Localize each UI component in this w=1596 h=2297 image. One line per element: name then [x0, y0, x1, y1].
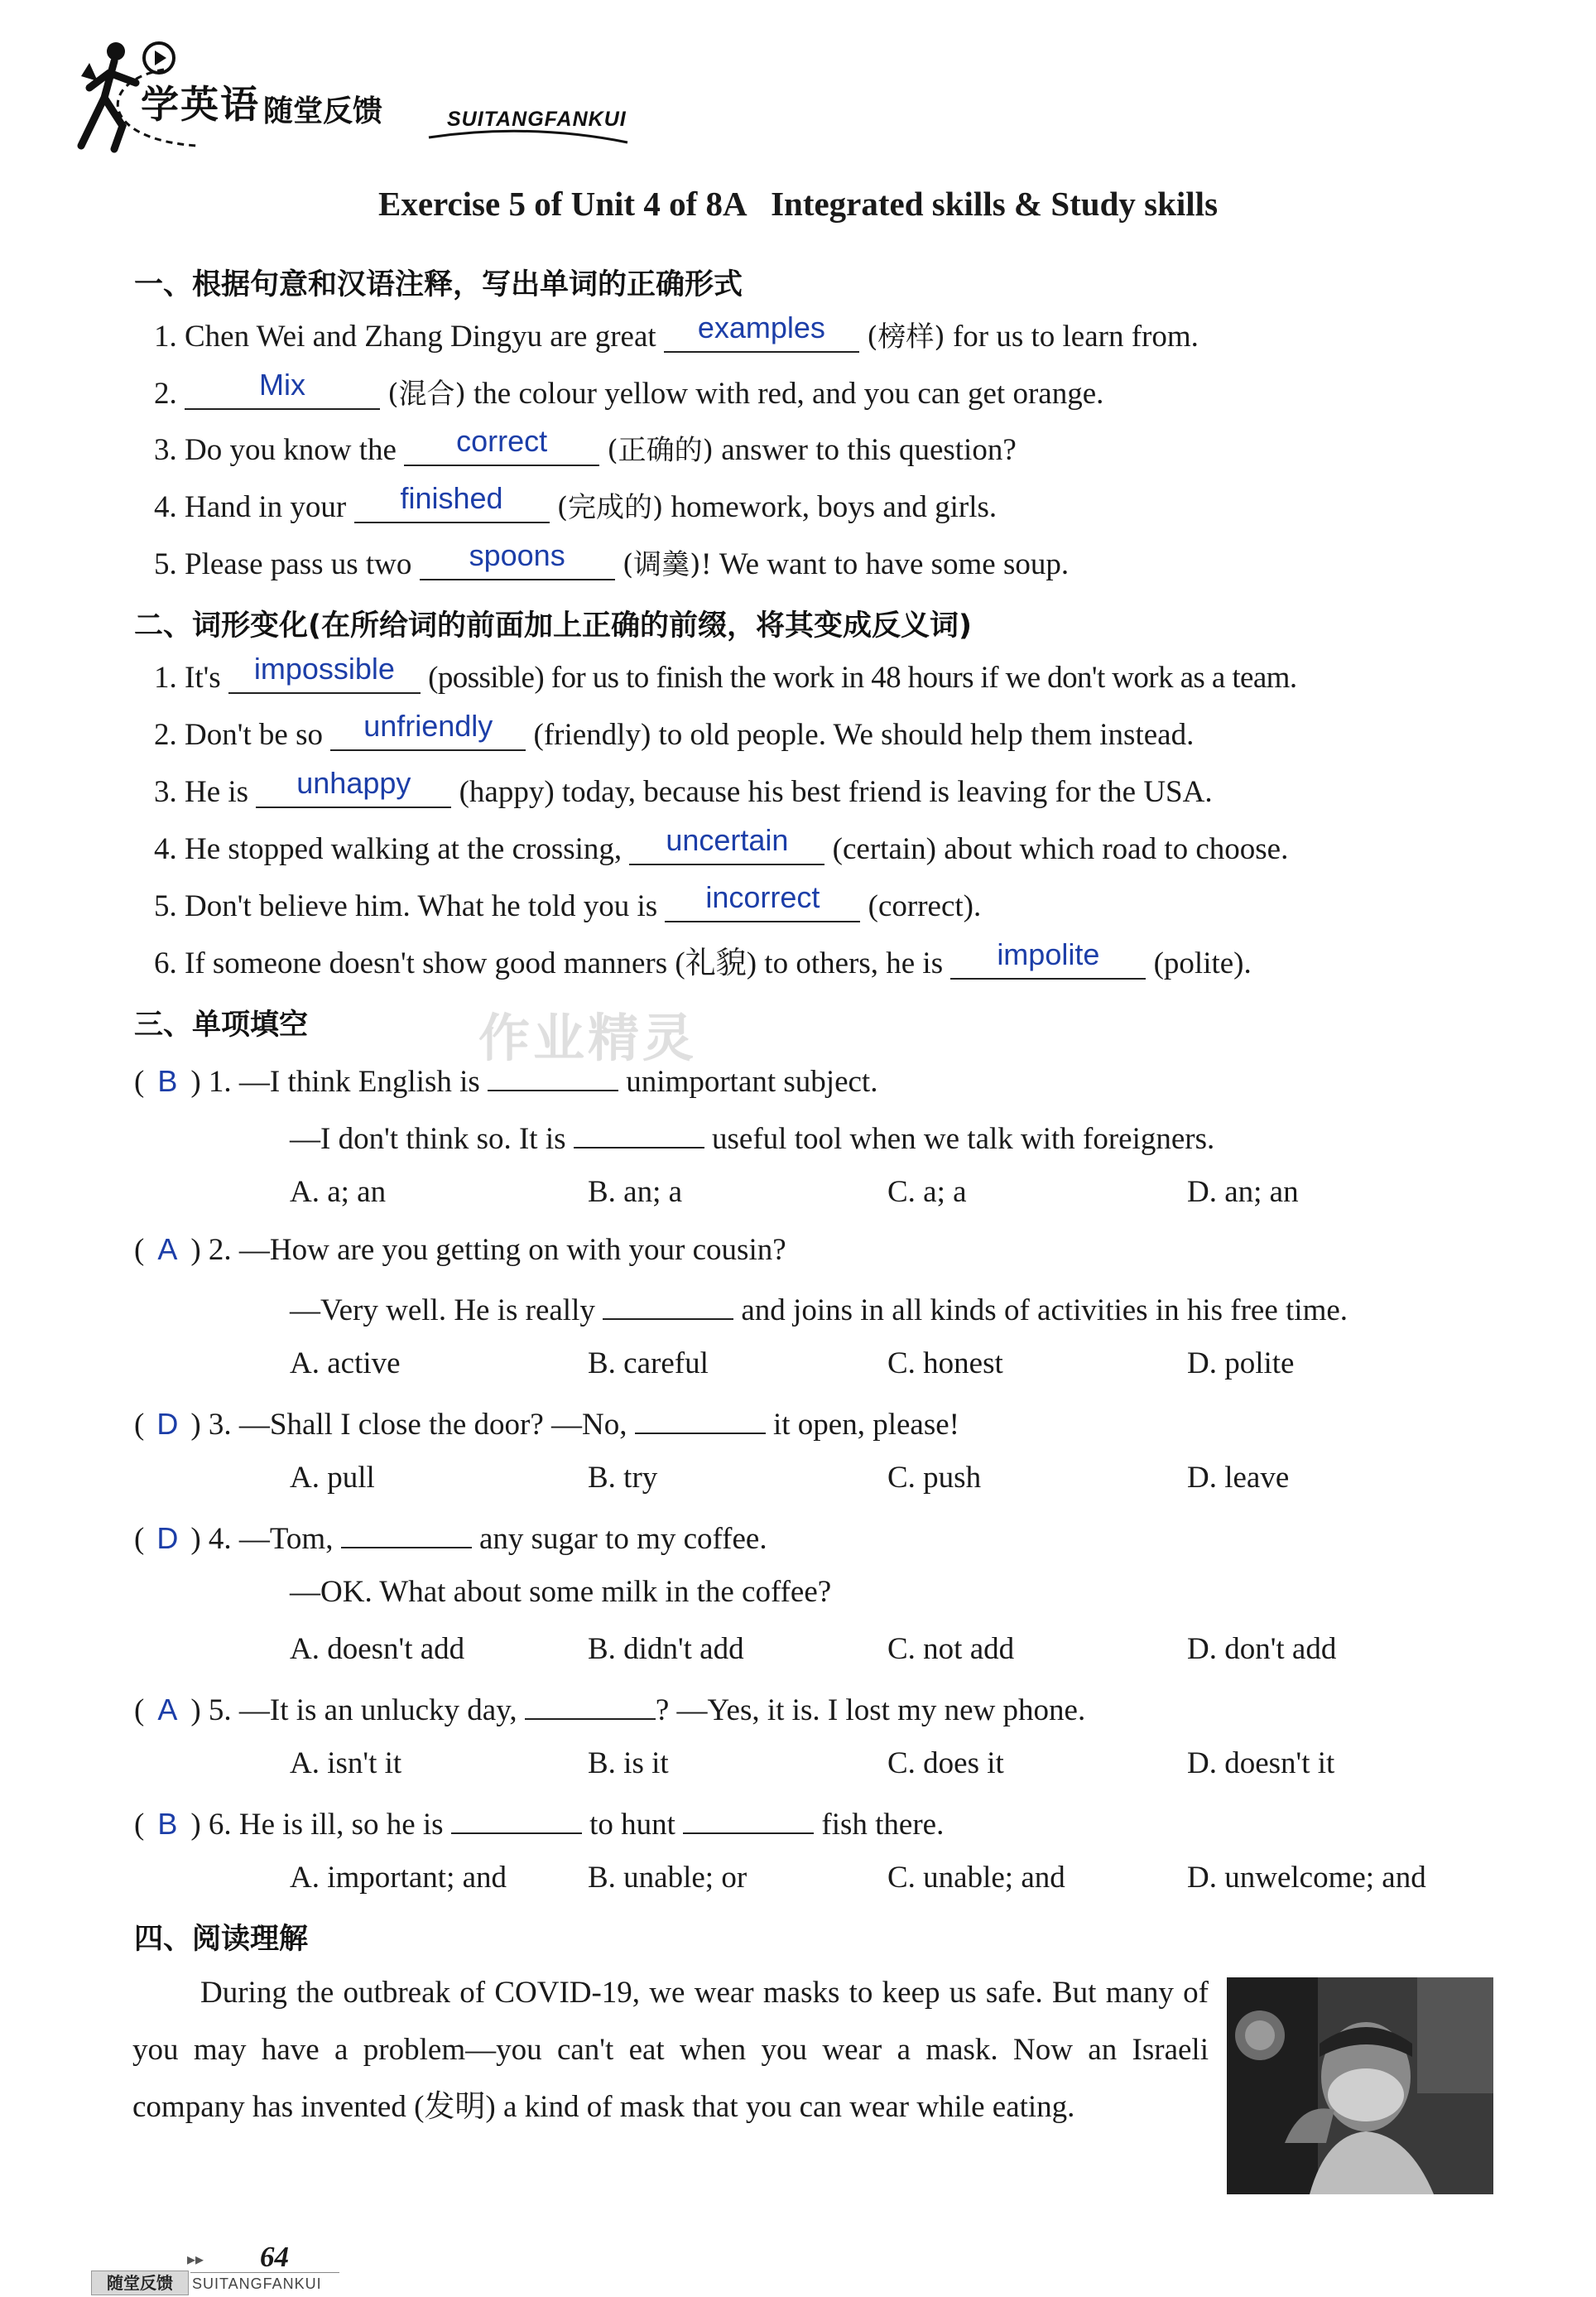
hint-text: (混合) — [387, 378, 466, 411]
item-number: 6. — [208, 1808, 232, 1842]
item-text: useful tool when we talk with foreigners. — [712, 1122, 1215, 1156]
item-number: 4. — [154, 490, 177, 524]
choice-answer[interactable]: B — [157, 1807, 178, 1841]
item-text: (happy) today, because his best friend is leaving for the USA. — [459, 775, 1213, 809]
option-a[interactable]: A. pull — [290, 1461, 375, 1495]
answer-blank[interactable] — [950, 937, 1146, 980]
item-text: If someone doesn't show good manners (礼貌) to others, he is — [185, 946, 944, 980]
item-text: —OK. What about some milk in the coffee? — [290, 1575, 832, 1609]
mc-question-4: ( D ) 4. —Tom, any sugar to my coffee. — [134, 1517, 767, 1558]
item-text: —It is an unlucky day, — [238, 1693, 517, 1727]
item-text: ? —Yes, it is. I lost my new phone. — [655, 1693, 1086, 1727]
item-number: 5. — [154, 889, 177, 923]
item-text: —I think English is — [238, 1065, 480, 1099]
mc-question-3: ( D ) 3. —Shall I close the door? —No, it open, please! — [134, 1403, 959, 1443]
answer-text: Mix — [259, 368, 305, 402]
answer-blank[interactable] — [451, 1803, 582, 1834]
answer-blank[interactable] — [354, 481, 550, 523]
item-number: 2. — [208, 1233, 232, 1267]
answer-text: impolite — [997, 937, 1100, 971]
option-b[interactable]: B. careful — [588, 1346, 709, 1380]
footer-divider — [190, 2272, 339, 2273]
footer-badge: 随堂反馈 — [91, 2271, 189, 2295]
item-text: —Shall I close the door? —No, — [238, 1408, 627, 1442]
choice-answer[interactable]: D — [156, 1521, 179, 1555]
section-3-heading: 三、单项填空 — [134, 1009, 309, 1042]
option-b[interactable]: B. try — [588, 1461, 658, 1495]
item-text: to hunt — [589, 1808, 675, 1842]
answer-text: uncertain — [666, 823, 789, 857]
logo-sub-text: 随堂反馈 — [263, 94, 383, 128]
option-b[interactable]: B. didn't add — [588, 1632, 744, 1666]
item-text: Don't believe him. What he told you is — [185, 889, 658, 923]
item-text: fish there. — [821, 1808, 945, 1842]
logo-latin-text: SUITANGFANKUI — [447, 108, 627, 131]
option-c[interactable]: C. not add — [887, 1632, 1015, 1666]
choice-answer[interactable]: A — [157, 1232, 178, 1266]
item-text: —I don't think so. It is — [290, 1122, 566, 1156]
item-text: (possible) for us to finish the work in 48 hours if we don't work as a team. — [428, 661, 1297, 695]
hint-text: (榜样) — [867, 320, 945, 354]
part2-item-3 — [154, 766, 1213, 811]
item-text: the colour yellow with red, and you can get orange. — [474, 377, 1104, 411]
mc-question-2-line-2 — [290, 1288, 1348, 1329]
answer-blank[interactable] — [683, 1803, 814, 1834]
page-title: Exercise 5 of Unit 4 of 8A Integrated skills & Study skills — [377, 185, 1219, 223]
item-number: 2. — [154, 718, 177, 752]
mc-question-4-line-2 — [290, 1574, 831, 1611]
item-number: 1. — [154, 661, 177, 695]
answer-blank[interactable] — [525, 1688, 656, 1720]
item-number: 4. — [154, 832, 177, 866]
option-b[interactable]: B. an; a — [588, 1175, 683, 1209]
option-c[interactable]: C. push — [887, 1461, 982, 1495]
option-a[interactable]: A. isn't it — [290, 1746, 402, 1780]
option-d[interactable]: D. an; an — [1187, 1175, 1299, 1209]
answer-blank[interactable] — [185, 368, 380, 410]
answer-text: correct — [456, 424, 548, 458]
item-text: Chen Wei and Zhang Dingyu are great — [185, 320, 656, 354]
section-4-heading: 四、阅读理解 — [134, 1923, 309, 1956]
masked-man-photo — [1227, 1977, 1493, 2194]
answer-blank[interactable] — [420, 538, 615, 580]
item-text: He is ill, so he is — [238, 1808, 444, 1842]
option-c[interactable]: C. a; a — [887, 1175, 967, 1209]
answer-blank[interactable] — [228, 652, 421, 694]
answer-blank[interactable] — [603, 1288, 733, 1320]
option-a[interactable]: A. a; an — [290, 1175, 387, 1209]
mc-question-1-line-2 — [290, 1117, 1214, 1158]
item-number: 4. — [208, 1522, 232, 1556]
part1-item-5 — [154, 538, 1070, 583]
item-text: —Very well. He is really — [290, 1293, 595, 1327]
item-text: answer to this question? — [721, 433, 1017, 467]
item-text: Please pass us two — [185, 547, 412, 581]
answer-blank[interactable] — [664, 311, 859, 353]
page-number: 64 — [260, 2241, 289, 2273]
item-number: 1. — [208, 1065, 232, 1099]
item-number: 2. — [154, 377, 177, 411]
item-text: —Tom, — [238, 1522, 334, 1556]
item-text: for us to learn from. — [952, 320, 1199, 354]
option-a[interactable]: A. doesn't add — [290, 1632, 465, 1666]
part2-item-6 — [154, 937, 1252, 982]
option-d[interactable]: D. leave — [1187, 1461, 1290, 1495]
choice-answer[interactable]: A — [157, 1693, 178, 1726]
item-text: it open, please! — [772, 1408, 959, 1442]
mc-question-2: ( A ) 2. —How are you getting on with your cousin? — [134, 1232, 786, 1267]
item-text: homework, boys and girls. — [671, 490, 997, 524]
mc-question-1: ( B ) 1. —I think English is unimportant subject. — [134, 1060, 877, 1100]
item-text: any sugar to my coffee. — [478, 1522, 767, 1556]
item-number: 3. — [208, 1408, 232, 1442]
part2-item-5 — [154, 880, 982, 925]
option-b[interactable]: B. is it — [588, 1746, 669, 1780]
hint-text: (调羹)! — [622, 548, 713, 581]
photo-illustration — [1227, 1977, 1493, 2194]
footer-latin: SUITANGFANKUI — [192, 2275, 322, 2292]
mc-question-5: ( A ) 5. —It is an unlucky day, ? —Yes, it is. I lost my new phone. — [134, 1688, 1085, 1729]
choice-answer[interactable]: D — [156, 1407, 179, 1441]
option-d[interactable]: D. polite — [1187, 1346, 1295, 1380]
item-number: 5. — [208, 1693, 232, 1727]
hint-text: (完成的) — [556, 491, 664, 524]
answer-blank[interactable] — [574, 1117, 704, 1148]
part2-item-4 — [154, 823, 1289, 868]
answer-text: unfriendly — [363, 709, 493, 743]
item-number: 5. — [154, 547, 177, 581]
answer-blank[interactable] — [629, 823, 824, 865]
answer-blank[interactable] — [404, 424, 599, 466]
option-d[interactable]: D. doesn't it — [1187, 1746, 1335, 1780]
answer-blank[interactable] — [341, 1517, 472, 1548]
option-a[interactable]: A. active — [290, 1346, 401, 1380]
item-text: Do you know the — [185, 433, 397, 467]
item-number: 1. — [154, 320, 177, 354]
part1-item-2 — [154, 368, 1104, 412]
part2-item-1 — [154, 652, 1297, 696]
item-text: Don't be so — [185, 718, 323, 752]
answer-text: examples — [697, 311, 825, 344]
item-text: He is — [185, 775, 249, 809]
item-text: and joins in all kinds of activities in his free time. — [741, 1293, 1348, 1327]
option-d[interactable]: D. don't add — [1187, 1632, 1337, 1666]
section-1-heading: 一、根据句意和汉语注释，写出单词的正确形式 — [134, 268, 743, 301]
item-number: 6. — [154, 946, 177, 980]
option-c[interactable]: C. does it — [887, 1746, 1004, 1780]
logo-main-text: 学英语 — [141, 82, 260, 127]
item-text: We want to have some soup. — [719, 547, 1070, 581]
part1-item-1 — [154, 311, 1199, 355]
part1-item-4 — [154, 481, 997, 526]
answer-blank[interactable] — [635, 1403, 766, 1434]
mc-question-6: ( B ) 6. He is ill, so he is to hunt fish there. — [134, 1803, 944, 1843]
answer-text: incorrect — [705, 880, 820, 914]
item-text: —How are you getting on with your cousin? — [238, 1233, 786, 1267]
item-text: (certain) about which road to choose. — [832, 832, 1289, 866]
item-text: He stopped walking at the crossing, — [185, 832, 623, 866]
answer-blank[interactable] — [256, 766, 451, 808]
item-text: It's — [185, 661, 221, 695]
part1-item-3 — [154, 424, 1017, 469]
part2-item-2 — [154, 709, 1195, 754]
answer-blank[interactable] — [665, 880, 860, 922]
answer-text: unhappy — [296, 766, 411, 800]
section-2-heading: 二、词形变化(在所给词的前面加上正确的前缀，将其变成反义词) — [134, 609, 972, 643]
answer-blank[interactable] — [488, 1060, 618, 1091]
option-c[interactable]: C. unable; and — [887, 1861, 1065, 1895]
option-c[interactable]: C. honest — [887, 1346, 1003, 1380]
item-text: (polite). — [1153, 946, 1252, 980]
hint-text: (正确的) — [607, 434, 714, 467]
answer-text: impossible — [253, 652, 395, 686]
answer-text: finished — [400, 481, 503, 515]
item-number: 3. — [154, 775, 177, 809]
item-number: 3. — [154, 433, 177, 467]
answer-text: spoons — [469, 538, 565, 572]
item-text: unimportant subject. — [626, 1065, 878, 1099]
answer-blank[interactable] — [330, 709, 526, 751]
item-text: Hand in your — [185, 490, 347, 524]
reading-passage: During the outbreak of COVID-19, we wear masks to keep us safe. But many of you may have a problem—you can't eat when you wear a mask. Now an Israeli company has invented (发明) a kind of mask that you can wear while eating. — [132, 1976, 1209, 2124]
item-text: (correct). — [868, 889, 982, 923]
option-d[interactable]: D. unwelcome; and — [1187, 1861, 1426, 1895]
choice-answer[interactable]: B — [157, 1064, 178, 1098]
option-b[interactable]: B. unable; or — [588, 1861, 748, 1895]
watermark-text: 作业精灵 — [478, 1008, 698, 1068]
option-a[interactable]: A. important; and — [290, 1861, 507, 1895]
item-text: (friendly) to old people. We should help them instead. — [533, 718, 1195, 752]
footer-arrows: ▸▸ — [187, 2249, 204, 2269]
